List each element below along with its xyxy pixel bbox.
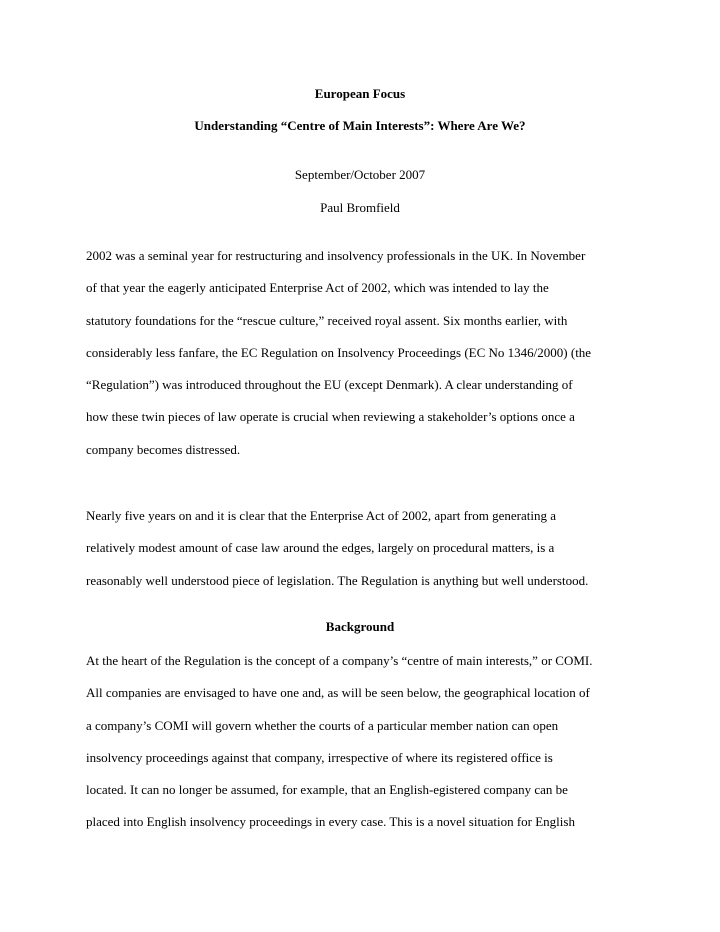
text-line: placed into English insolvency proceedings in every case. This is a novel situation for English [86, 814, 575, 830]
text-line: a company’s COMI will govern whether the courts of a particular member nation can open [86, 717, 559, 733]
text-line: relatively modest amount of case law around the edges, largely on procedural matters, is a [86, 540, 555, 556]
section-heading-background: Background [325, 619, 395, 634]
text-line: located. It can no longer be assumed, for example, that an English-egistered company can be [86, 782, 568, 798]
text-line: how these twin pieces of law operate is crucial when reviewing a stakeholder’s options once a [86, 409, 575, 425]
series-title: European Focus [314, 86, 406, 101]
text-line: 2002 was a seminal year for restructuring and insolvency professionals in the UK. In November [86, 248, 586, 263]
text-line: reasonably well understood piece of legislation. The Regulation is anything but well understood. [86, 572, 589, 588]
paragraph-second [86, 506, 646, 603]
text-line: Nearly five years on and it is clear that the Enterprise Act of 2002, apart from generating a [86, 508, 556, 523]
text-line: All companies are envisaged to have one and, as will be seen below, the geographical location of [86, 685, 590, 701]
article-title: Understanding “Centre of Main Interests”: Where Are We? [194, 118, 526, 133]
paragraph-background [86, 651, 646, 845]
text-line: “Regulation”) was introduced throughout the EU (except Denmark). A clear understanding of [86, 377, 573, 393]
paragraph-intro [86, 246, 646, 472]
text-line: At the heart of the Regulation is the concept of a company’s “centre of main interests,” or COMI. [86, 653, 593, 668]
text-line: of that year the eagerly anticipated Enterprise Act of 2002, which was intended to lay the [86, 280, 549, 296]
text-line: considerably less fanfare, the EC Regulation on Insolvency Proceedings (EC No 1346/2000) (the [86, 344, 592, 360]
text-line: company becomes distressed. [86, 441, 241, 457]
text-line: insolvency proceedings against that company, irrespective of where its registered office is [86, 749, 553, 765]
text-line: statutory foundations for the “rescue culture,” received royal assent. Six months earlier, with [86, 312, 568, 328]
publication-date: September/October 2007 [294, 167, 426, 182]
author-name: Paul Bromfield [320, 200, 400, 215]
